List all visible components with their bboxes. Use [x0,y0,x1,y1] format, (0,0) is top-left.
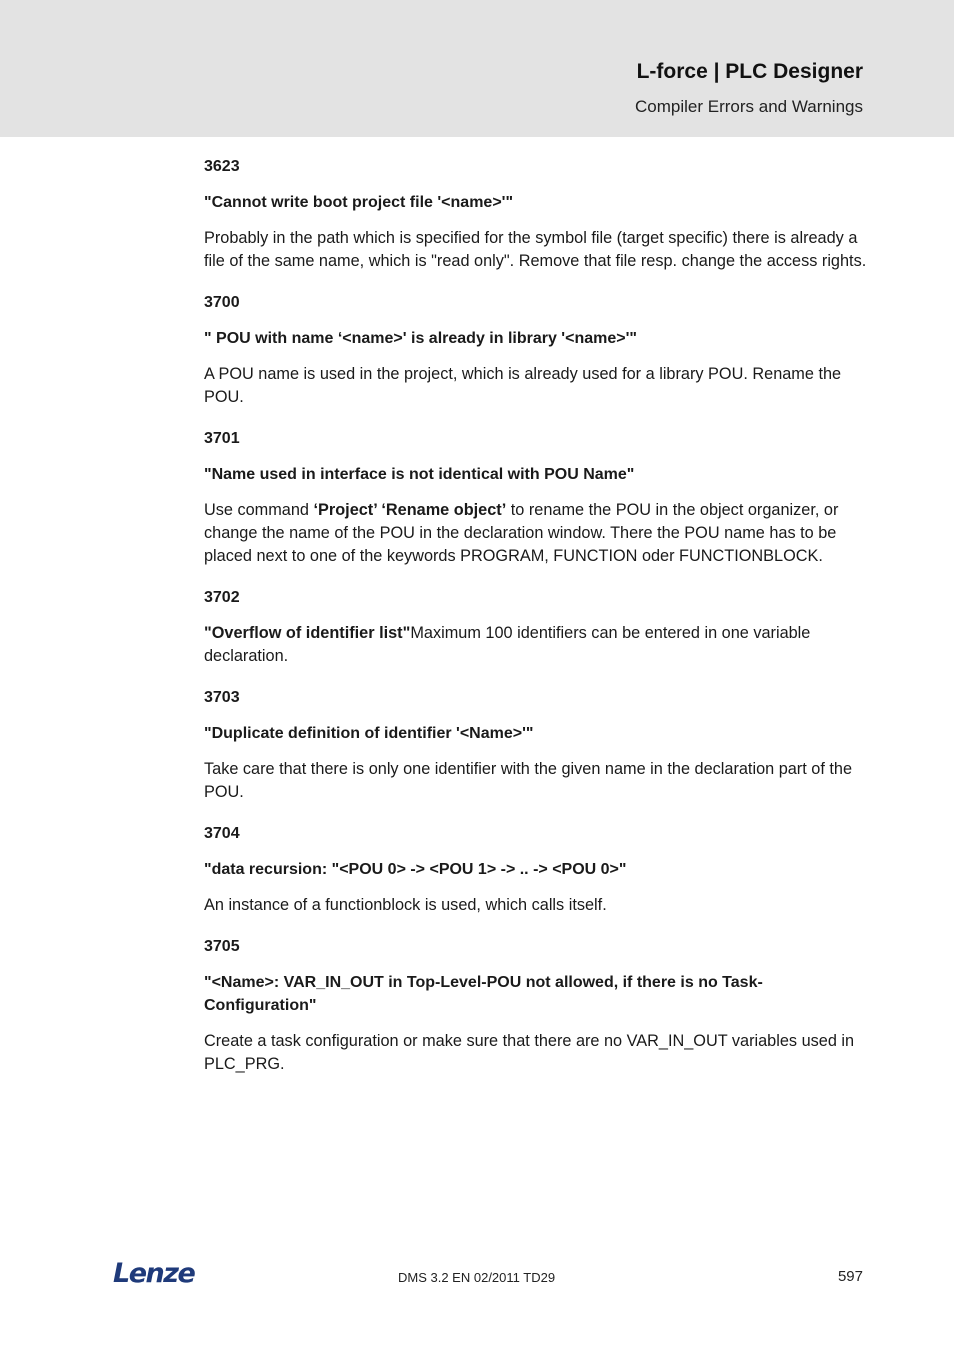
entry-3705 [204,935,869,1076]
page-header [0,0,954,137]
error-code: 3704 [204,825,240,842]
page-content [204,155,869,1094]
error-message: "<Name>: VAR_IN_OUT in Top-Level-POU not allowed, if there is no Task-Configuration" [204,974,763,1014]
error-message: "Duplicate definition of identifier '<Name>'" [204,725,534,742]
entry-3701 [204,427,869,568]
description-prefix: Use command [204,501,314,519]
error-code: 3705 [204,938,240,955]
error-code: 3700 [204,294,240,311]
error-description [204,499,869,568]
error-message-rest: Maximum 100 identifiers can be entered in one variable declaration. [204,624,811,665]
description-suffix: to rename the POU in the object organizer, or change the name of the POU in the declaration window. There the POU name has to be placed next to one of the keywords PROGRAM, FUNCTION oder FUNCTIONBLOCK. [204,501,839,565]
error-description: Create a task configuration or make sure that there are no VAR_IN_OUT variables used in PLC_PRG. [204,1032,855,1073]
entry-3704 [204,822,869,917]
error-message: "Cannot write boot project file '<name>'" [204,194,514,211]
error-message: "data recursion: "<POU 0> -> <POU 1> -> .. -> <POU 0>" [204,861,627,878]
error-code: 3701 [204,430,240,447]
entry-3623 [204,155,869,273]
page-number: 597 [837,1268,863,1285]
error-code: 3623 [204,158,240,175]
error-message: "Name used in interface is not identical with POU Name" [204,466,635,483]
document-id: DMS 3.2 EN 02/2011 TD29 [398,1270,556,1285]
error-message-bold: "Overflow of identifier list" [204,624,411,642]
error-description: Take care that there is only one identifier with the given name in the declaration part of the POU. [204,760,853,801]
error-code: 3702 [204,589,240,606]
entry-3702 [204,586,869,668]
entry-3703 [204,686,869,804]
error-description: A POU name is used in the project, which is already used for a library POU. Rename the POU. [204,365,842,406]
entry-3700 [204,291,869,409]
error-description: Probably in the path which is specified for the symbol file (target specific) there is already a file of the same name, which is "read only". Remove that file resp. change the access rights. [204,229,867,270]
error-message: " POU with name ‘<name>' is already in library '<name>'" [204,330,637,347]
header-title: L-force | PLC Designer [636,60,863,83]
error-message [204,622,869,668]
lenze-logo: Lenze [113,1258,195,1289]
error-code: 3703 [204,689,240,706]
header-subtitle: Compiler Errors and Warnings [635,97,863,116]
error-description: An instance of a functionblock is used, which calls itself. [204,896,607,914]
menu-command: ‘Project’ ‘Rename object’ [313,501,507,519]
